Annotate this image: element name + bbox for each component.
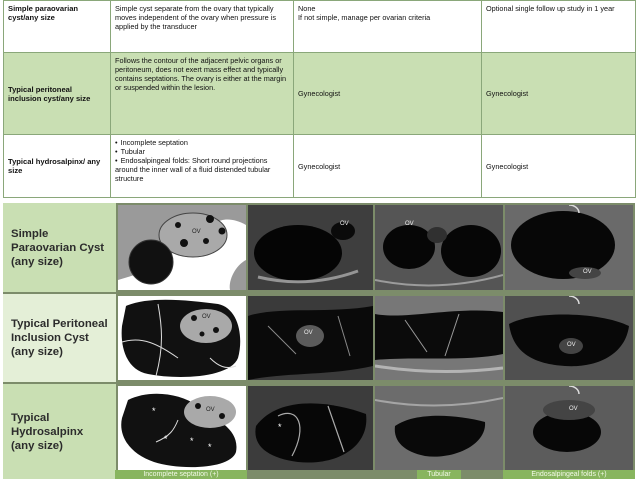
row-label-text: Typical Peritoneal Inclusion Cyst (any size) [11,318,108,358]
row-category: Typical peritoneal inclusion cyst/any size [4,53,111,135]
schematic-diagram [118,205,246,290]
ultrasound-image [505,386,633,470]
row-description: Simple cyst separate from the ovary that typically moves independent of the ovary when pressure is applied by the transducer [111,1,294,53]
row-category: Typical hydrosalpinx/ any size [4,135,111,198]
grid-row-hydrosalpinx [3,384,635,479]
schematic-diagram [118,296,246,380]
ultrasound-image [505,205,633,290]
caption-incomplete-septation: Incomplete septation (+) [115,470,247,479]
ov-label: OV [304,330,313,336]
ultrasound-image [248,205,373,290]
table-row [4,1,636,53]
ov-label: OV [202,314,211,320]
row-label [3,203,116,292]
ov-label: OV [206,407,215,413]
ultrasound-image [248,296,373,380]
row-management: Gynecologist [294,135,482,198]
row-label [3,384,116,479]
ov-label: OV [567,342,576,348]
ov-label: OV [583,269,592,275]
grid-row-paraovarian [3,203,635,292]
management-line: None [298,4,316,13]
star-marker: * [190,436,194,446]
star-marker: * [152,406,156,416]
list-item: • Incomplete septation [115,138,289,147]
criteria-table [3,0,636,198]
ov-label: OV [405,221,414,227]
row-category: Simple paraovarian cyst/any size [4,1,111,53]
row-followup: Gynecologist [482,53,636,135]
list-item: • Tubular [115,147,289,156]
row-management [294,1,482,53]
table-row [4,53,636,135]
row-followup: Gynecologist [482,135,636,198]
table-row [4,135,636,198]
ultrasound-image [248,386,373,470]
caption-bar [115,470,635,479]
ov-label: OV [192,229,201,235]
ov-label: OV [340,221,349,227]
ov-label: OV [569,406,578,412]
row-management: Gynecologist [294,53,482,135]
image-grid [3,203,635,479]
star-marker: * [278,422,282,432]
bullet-list [115,138,289,183]
grid-row-inclusion-cyst [3,294,635,382]
management-line: If not simple, manage per ovarian criteria [298,13,431,22]
row-followup: Optional single follow up study in 1 year [482,1,636,53]
schematic-diagram [118,386,246,470]
row-description: Follows the contour of the adjacent pelvic organs or peritoneum, does not exert mass effect and typically contains septations. The ovary is either at the margin or suspended within the lesion. [111,53,294,135]
row-label-text: Typical Hydrosalpinx (any size) [11,411,84,452]
ultrasound-image [375,386,503,470]
star-marker: * [208,442,212,452]
list-item: • Endosalpingeal folds: Short round projections around the inner wall of a fluid distended tubular structure [115,156,289,183]
ultrasound-image [375,205,503,290]
row-description [111,135,294,198]
row-label [3,294,116,382]
ultrasound-image [375,296,503,380]
row-label-text: Simple Paraovarian Cyst (any size) [11,227,105,268]
caption-tubular: Tubular [417,470,461,479]
star-marker: * [164,434,168,444]
ultrasound-image [505,296,633,380]
caption-endosalpingeal-folds: Endosalpingeal folds (+) [503,470,635,479]
